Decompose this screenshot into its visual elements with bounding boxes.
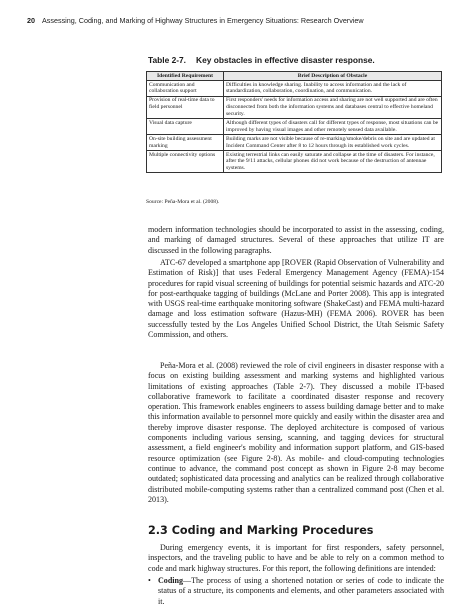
table-header-row	[147, 72, 442, 81]
requirement-cell: Communication and collaboration support	[147, 80, 224, 96]
table-caption-number: Table 2-7.	[148, 55, 187, 65]
paragraph-pena-mora: Peña-Mora et al. (2008) reviewed the role of civil engineers in disaster response with a focus on existing building assessment and marking systems and highlighted various limitations of existing approaches (Table 2-7). They discussed a mobile IT-based collaborative framework to facilitate a coordinated disaster response and recovery operation. This framework enables engineers to assess building damage better and to make this information available to personnel more quickly and easily within the disaster area and thereby improve disaster response. The deployed architecture is composed of various components including various sensing, scanning, and tagging devices for structural assessment, a field engineer's mobility and information support platform, and GIS-based resource optimization (see Figure 2-8). As mobile- and cloud-computing technologies continue to advance, the command post concept as shown in Figure 2-8 may become outdated; sophisticated data processing and analytics can be realized through collaborative distributed mobile-computing systems rather than a centralized command post (Chen et al. 2013).	[148, 361, 444, 504]
description-cell: Building marks are not visible because of re-marking/smoke/debris on site and are updated at Incident Command Center after 8 to 12 hours through its established work cycles.	[224, 135, 442, 151]
table-row	[147, 150, 442, 173]
table-row	[147, 135, 442, 151]
description-cell: First responders' needs for information access and sharing are not well supported and are often disconnected from both the information systems and databases central to effective homeland security.	[224, 96, 442, 119]
requirement-cell: Visual data capture	[147, 119, 224, 135]
list-item	[148, 576, 444, 607]
description-cell: Difficulties in knowledge sharing. Inability to access information and the lack of standardization, collaboration, coordination, and communication.	[224, 80, 442, 96]
table-caption-title: Key obstacles in effective disaster response.	[196, 55, 375, 65]
section-heading: 2.3 Coding and Marking Procedures	[148, 524, 374, 537]
table-source-note: Source: Peña-Mora et al. (2008).	[146, 199, 220, 205]
column-header-description: Brief Description of Obstacle	[224, 72, 442, 81]
page-number: 20	[27, 16, 35, 25]
requirement-cell: Multiple connectivity options	[147, 150, 224, 173]
description-cell: Although different types of disasters call for different types of response, most situations can be improved by having visual images and other remotely sensed data available.	[224, 119, 442, 135]
description-cell: Existing terrestrial links can easily saturate and collapse at the time of disasters. For instance, after the 9/11 attacks, cellular phones did not work because of the destruction of antennae systems.	[224, 150, 442, 173]
paragraph-it-approaches: modern information technologies should be incorporated to assist in the assessing, coding, and marking of damaged structures. Several of these approaches that utilize IT are discussed in the following paragraphs.	[148, 225, 444, 255]
obstacles-table	[146, 71, 442, 173]
definition-text: —The process of using a shortened notation or series of code to indicate the status of a structure, its components and elements, and other parameters associated with it.	[158, 576, 444, 606]
requirement-cell: On-site building assessment marking	[147, 135, 224, 151]
definition-term: Coding	[158, 576, 184, 585]
running-title: Assessing, Coding, and Marking of Highway Structures in Emergency Situations: Research Overview	[42, 16, 364, 25]
table-row	[147, 96, 442, 119]
paragraph-coding-intro: During emergency events, it is important for first responders, safety personnel, inspectors, and the traveling public to have and be able to rely on a common method to code and mark highway structures. For this report, the following definitions are intended:	[148, 543, 444, 573]
bullet-icon: •	[148, 576, 151, 585]
running-header	[27, 16, 364, 25]
table-row	[147, 119, 442, 135]
definitions-list	[148, 576, 444, 607]
table-row	[147, 80, 442, 96]
table-caption	[148, 55, 375, 65]
column-header-requirement: Identified Requirement	[147, 72, 224, 81]
requirement-cell: Provision of real-time data to field personnel	[147, 96, 224, 119]
paragraph-atc67-rover: ATC-67 developed a smartphone app [ROVER (Rapid Observation of Vulnerability and Estimation of Risk)] that uses Federal Emergency Management Agency (FEMA)-154 procedures for rapid visual screening of buildings for potential seismic hazards and ATC-20 for post-earthquake tagging of buildings (McLane and Porter 2008). This app is integrated with USGS real-time earthquake monitoring software (ShakeCast) and FEMA multi-hazard damage and loss estimation software (Hazus-MH) (FEMA 2006). ROVER has been successfully tested by the Los Angeles Unified School District, the Utah Seismic Safety Commission, and others.	[148, 258, 444, 340]
